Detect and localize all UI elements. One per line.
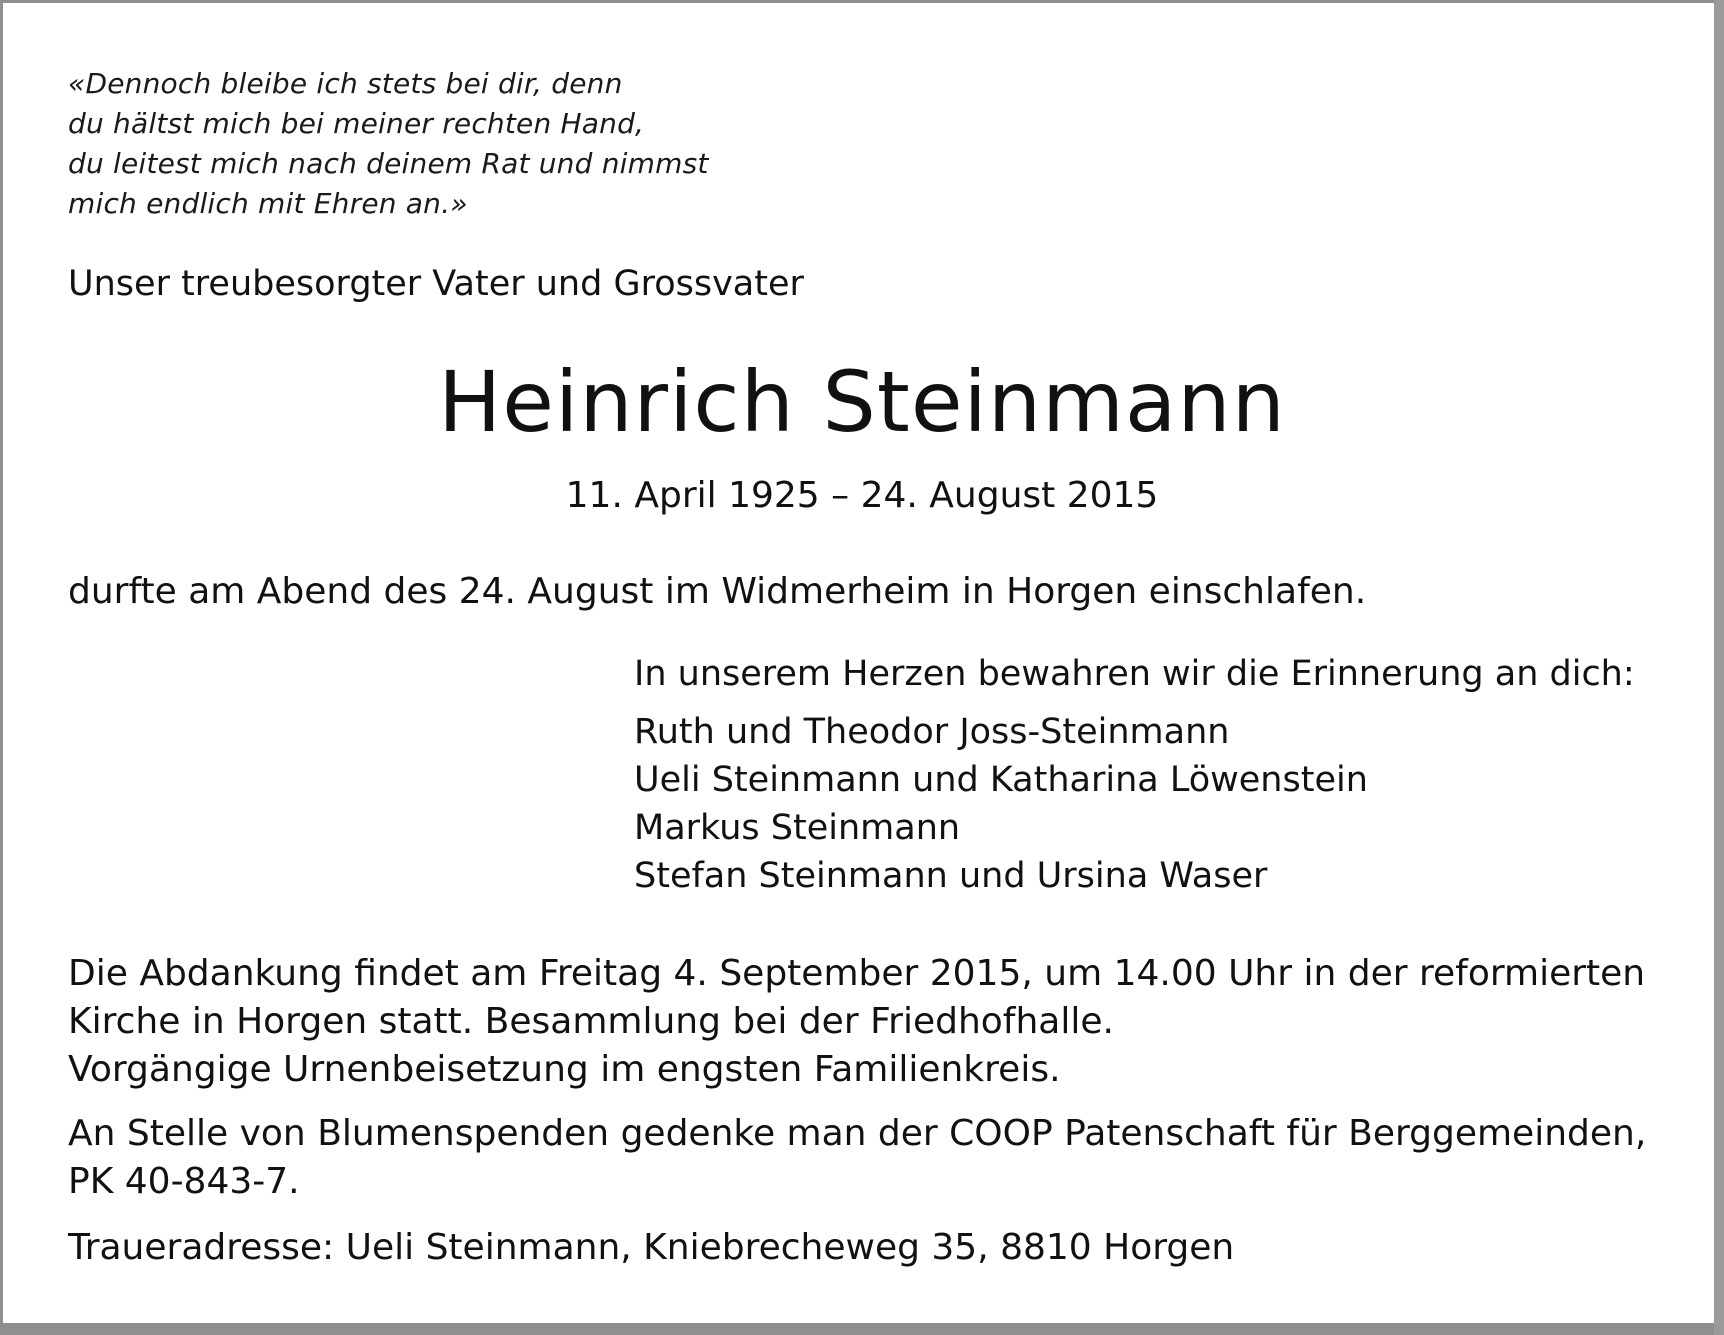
mourner-name: Ueli Steinmann und Katharina Löwenstein (634, 760, 1368, 800)
service-line: Vorgängige Urnenbeisetzung im engsten Familienkreis. (68, 1049, 1061, 1090)
death-notice-line: durfte am Abend des 24. August im Widmerheim in Horgen einschlafen. (68, 571, 1367, 612)
donation-info (68, 1110, 1646, 1206)
mourners-block (634, 650, 1635, 900)
mourners-heading: In unserem Herzen bewahren wir die Erinnerung an dich: (634, 654, 1635, 694)
service-line: Die Abdankung findet am Freitag 4. September 2015, um 14.00 Uhr in der reformierten (68, 953, 1646, 994)
quote-line: du hältst mich bei meiner rechten Hand, (68, 107, 645, 140)
life-dates: 11. April 1925 – 24. August 2015 (565, 475, 1159, 516)
bible-quote (68, 64, 709, 224)
mourner-name: Ruth und Theodor Joss-Steinmann (634, 712, 1230, 752)
donation-line: An Stelle von Blumenspenden gedenke man der COOP Patenschaft für Berggemeinden, (68, 1113, 1647, 1154)
funeral-service-info (68, 950, 1645, 1094)
mourners-list (634, 708, 1635, 900)
page-edge-shadow (1714, 0, 1724, 1335)
quote-line: «Dennoch bleibe ich stets bei dir, denn (68, 67, 623, 100)
service-line: Kirche in Horgen statt. Besammlung bei der Friedhofhalle. (68, 1001, 1114, 1042)
deceased-name: Heinrich Steinmann (438, 353, 1286, 451)
donation-line: PK 40-843-7. (68, 1161, 300, 1202)
mourning-address: Traueradresse: Ueli Steinmann, Kniebrecheweg 35, 8810 Horgen (68, 1227, 1235, 1268)
intro-line: Unser treubesorgter Vater und Grossvater (68, 264, 804, 304)
quote-line: mich endlich mit Ehren an.» (68, 187, 468, 220)
mourner-name: Stefan Steinmann und Ursina Waser (634, 856, 1268, 896)
quote-line: du leitest mich nach deinem Rat und nimmst (68, 147, 709, 180)
mourner-name: Markus Steinmann (634, 808, 961, 848)
